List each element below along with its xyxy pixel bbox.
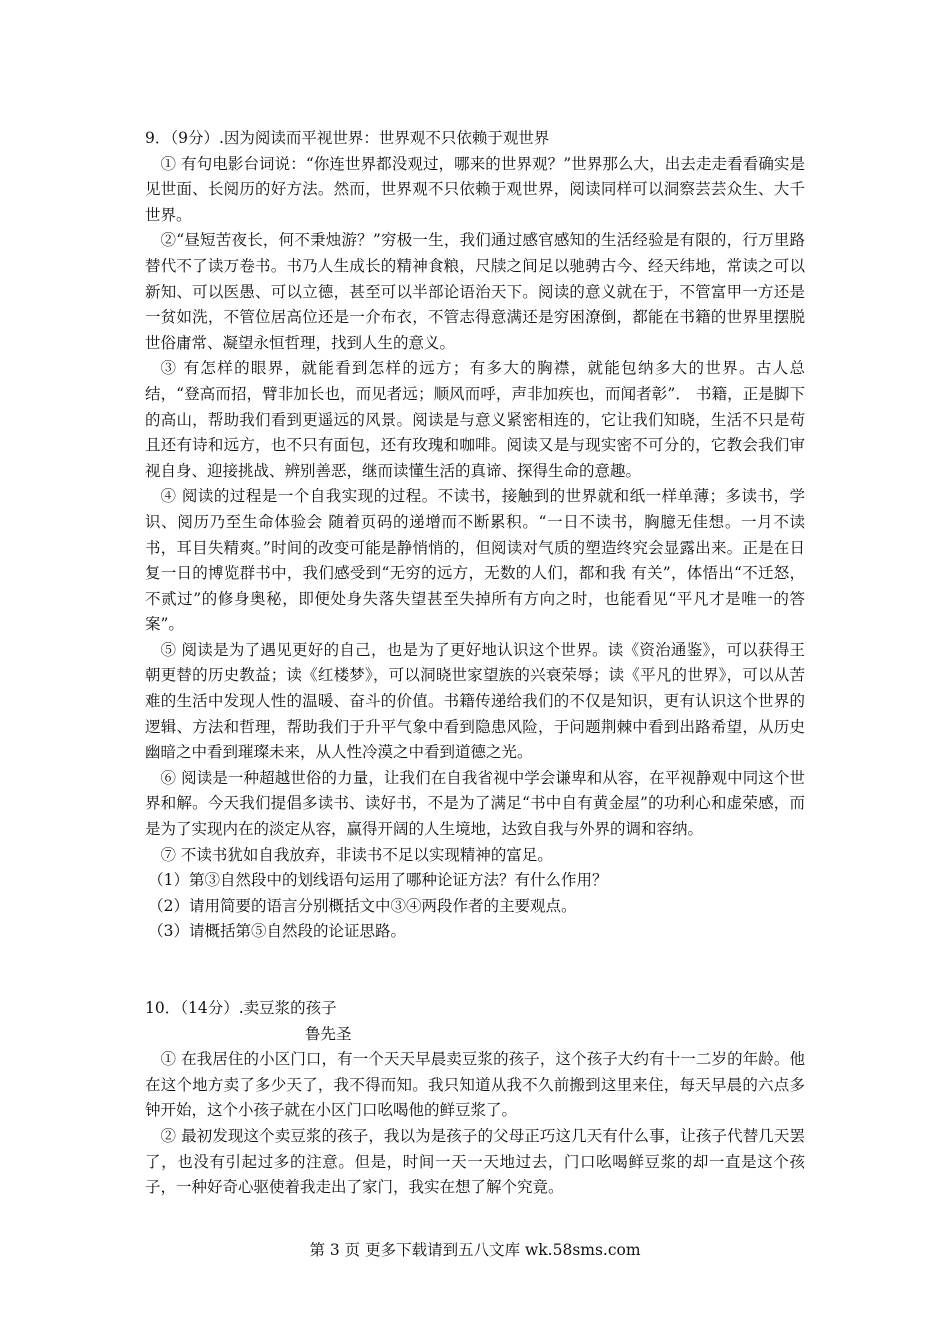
q9-paragraph-1: ① 有句电影台词说：“你连世界都没观过，哪来的世界观？”世界那么大，出去走走看看确实是见世面、长阅历的好方法。然而，世界观不只依赖于观世界，阅读同样可以洞察芸芸众生、大千世界。 — [145, 154, 805, 224]
q9-paragraph-4: ④ 阅读的过程是一个自我实现的过程。不读书，接触到的世界就和纸一样单薄；多读书，学识、阅历乃至生命体验会 随着页码的递增而不断累积。“一日不读书，胸臆无佳想。一月不读书，耳目失精爽。”时间的改变可能是静悄悄的，但阅读对气质的塑造终究会显露出来。正是在日复一日的博览群书中，我们感受到“无穷的远方，无数的人们，都和我 有关”，体悟出“不迁怒，不贰过”的修身奥秘，即便处身失落失望甚至失掉所有方向之时，也能看见“平凡才是唯一的答案”。 — [145, 487, 805, 634]
q9-paragraph-6: ⑥ 阅读是一种超越世俗的力量，让我们在自我省视中学会谦卑和从容，在平视静观中同这个世界和解。今天我们提倡多读书、读好书，不是为了满足“书中自有黄金屋”的功利心和虚荣感，而是为了实现内在的淡定从容，赢得开阔的人生境地，达致自我与外界的调和容纳。 — [145, 768, 805, 839]
question-9-title: 9．（9分）.因为阅读而平视世界：世界观不只依赖于观世界 — [145, 129, 550, 147]
q10-paragraph-1: ① 在我居住的小区门口，有一个天天早晨卖豆浆的孩子，这个孩子大约有十一二岁的年龄。他在这个地方卖了多少天了，我不得而知。我只知道从我不久前搬到这里来住，每天早晨的六点多钟开始，这个小孩子就在小区门口吆喝他的鲜豆浆了。 — [145, 1050, 805, 1120]
q9-sub-question-3: （3）请概括第⑤自然段的论证思路。 — [148, 922, 406, 941]
q9-paragraph-5: ⑤ 阅读是为了遇见更好的自己，也是为了更好地认识这个世界。读《资治通鉴》，可以获得王朝更替的历史教益；读《红楼梦》，可以洞晓世家望族的兴衰荣辱；读《平凡的世界》，可以从苦难的生活中发现人性的温暖、奋斗的价值。书籍传递给我们的不仅是知识，更有认识这个世界的逻辑、方法和哲理，帮助我们于升平气象中看到隐患风险，于问题荆棘中看到出路希望，从历史幽暗之中看到璀璨未来，从人性冷漠之中看到道德之光。 — [145, 640, 805, 762]
question-10-title: 10．（14分）.卖豆浆的孩子 — [145, 999, 337, 1017]
q10-paragraph-2: ② 最初发现这个卖豆浆的孩子，我以为是孩子的父母正巧这几天有什么事，让孩子代替几天罢了，也没有引起过多的注意。但是，时间一天一天地过去，门口吆喝鲜豆浆的却一直是这个孩子，一种好奇心驱使着我走出了家门，我实在想了解个究竟。 — [145, 1126, 805, 1197]
q9-sub-question-2: （2）请用简要的语言分别概括文中③④两段作者的主要观点。 — [148, 896, 577, 915]
question-spacer — [145, 945, 805, 996]
q9-paragraph-2: ②“昼短苦夜长，何不秉烛游？”穷极一生，我们通过感官感知的生活经验是有限的，行万里路替代不了读万卷书。书乃人生成长的精神食粮，尺牍之间足以驰骋古今、经天纬地，常读之可以新知、可以医愚、可以立德，甚至可以半部论语治天下。阅读的意义就在于，不管富甲一方还是一贫如洗，不管位居高位还是一介布衣，不管志得意满还是穷困潦倒，都能在书籍的世界里摆脱世俗庸常、凝望永恒哲理，找到人生的意义。 — [145, 231, 805, 352]
q9-sub-question-1: （1）第③自然段中的划线语句运用了哪种论证方法？有什么作用？ — [148, 871, 608, 890]
page-content — [145, 126, 805, 1201]
q9-paragraph-3: ③ 有怎样的眼界，就能看到怎样的远方；有多大的胸襟，就能包纳多大的世界。古人总结，“登高而招，臂非加长也，而见者远；顺风而呼，声非加疾也，而闻者彰”． 书籍，正是脚下的高山，帮助我们看到更遥远的风景。阅读是与意义紧密相连的，它让我们知晓，生活不只是苟且还有诗和远方，也不只有面包，还有玫瑰和咖啡。阅读又是与现实密不可分的，它教会我们审视自身、迎接挑战、辨别善恶，继而读懂生活的真谛、探得生命的意趣。 — [145, 359, 805, 480]
q9-paragraph-7: ⑦ 不读书犹如自我放弃，非读书不足以实现精神的富足。 — [160, 845, 553, 864]
q10-author: 鲁先圣 — [305, 1024, 352, 1043]
page-footer: 第 3 页 更多下载请到五八文库 wk.58sms.com — [309, 1241, 641, 1259]
